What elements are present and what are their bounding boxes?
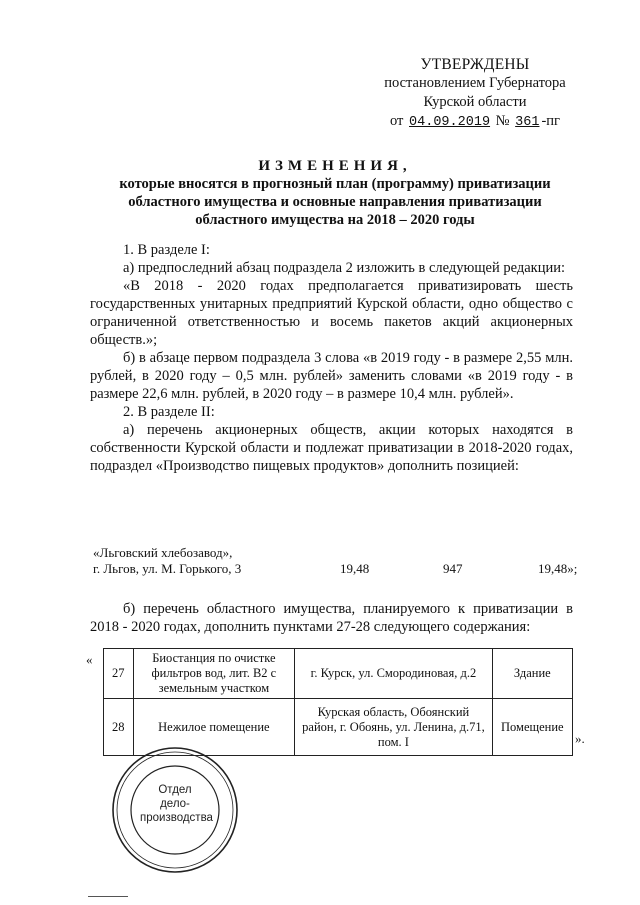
title-main: ИЗМЕНЕНИЯ,	[258, 158, 412, 174]
approval-date-line	[350, 112, 600, 132]
stamp-line3: производства	[140, 812, 213, 824]
position-name: «Льговский хлебозавод»,	[93, 545, 233, 560]
approval-heading: УТВЕРЖДЕНЫ	[420, 56, 530, 73]
position-share: 19,48	[340, 561, 370, 576]
office-stamp	[110, 745, 240, 875]
number-prefix: №	[495, 113, 510, 129]
section2-item-b: б) перечень областного имущества, планируемого к приватизации в 2018 - 2020 годах, дополнить пунктами 27-28 следующего содержания:	[90, 601, 573, 635]
section2-heading: 2. В разделе II:	[123, 404, 215, 420]
title-line3: областного имущества на 2018 – 2020 годы	[195, 212, 475, 228]
row-address: Курская область, Обоянский район, г. Обоянь, ул. Ленина, д.71, пом. I	[295, 699, 492, 756]
section2-b-block	[90, 600, 573, 636]
approval-line1: постановлением Губернатора	[384, 75, 566, 91]
row-type: Помещение	[492, 699, 572, 756]
title-line2: областного имущества и основные направления приватизации	[128, 194, 542, 210]
row-address: г. Курск, ул. Смородиновая, д.2	[295, 649, 492, 699]
position-name-block	[93, 545, 333, 577]
approval-block	[350, 55, 600, 132]
stamp-line1: Отдел	[158, 784, 192, 796]
approval-line2: Курской области	[423, 94, 527, 110]
position-address: г. Льгов, ул. М. Горького, 3	[93, 561, 242, 576]
approval-date: 04.09.2019	[409, 115, 491, 130]
section2-item-a: а) перечень акционерных обществ, акции которых находятся в собственности Курской области и подлежат приватизации в 2018-2020 годах, подраздел «Производство пищевых продуктов» дополнить позицией:	[90, 422, 573, 474]
document-title	[90, 157, 580, 229]
row-name: Нежилое помещение	[133, 699, 295, 756]
section1-item-b: б) в абзаце первом подраздела 3 слова «в 2019 году - в размере 2,55 млн. рублей, в 2020 году – 0,5 млн. рублей» заменить словами «в 2019 году - в размере 22,6 млн. рублей, в 2020 году – в размере 10,4 млн. рублей».	[90, 350, 573, 402]
number-suffix: -пг	[541, 113, 560, 129]
row-number: 28	[104, 699, 134, 756]
table-row	[104, 649, 573, 699]
section1-heading: 1. В разделе I:	[123, 242, 210, 258]
row-type: Здание	[492, 649, 572, 699]
approval-number: 361	[515, 115, 540, 130]
stamp-line2: дело-	[160, 798, 190, 810]
section1-item-a-quote: «В 2018 - 2020 годах предполагается приватизировать шесть государственных унитарных предприятий Курской области, одно общество с ограниченной ответственностью и восемь пакетов акций акционерных обществ.»;	[90, 278, 573, 348]
table-open-quote: «	[86, 652, 93, 667]
title-line1: которые вносятся в прогнозный план (программу) приватизации	[119, 176, 551, 192]
footer-mark	[88, 896, 128, 897]
table-close-quote: ».	[575, 731, 585, 746]
row-name: Биостанция по очистке фильтров вод, лит. В2 с земельным участком	[133, 649, 295, 699]
position-count: 947	[443, 561, 463, 576]
section1-item-a: а) предпоследний абзац подраздела 2 изложить в следующей редакции:	[123, 260, 566, 276]
property-table	[103, 648, 573, 756]
row-number: 27	[104, 649, 134, 699]
date-prefix: от	[390, 113, 404, 129]
position-share-end: 19,48»;	[538, 561, 578, 576]
body-text	[90, 241, 573, 475]
stamp-text	[140, 783, 213, 825]
